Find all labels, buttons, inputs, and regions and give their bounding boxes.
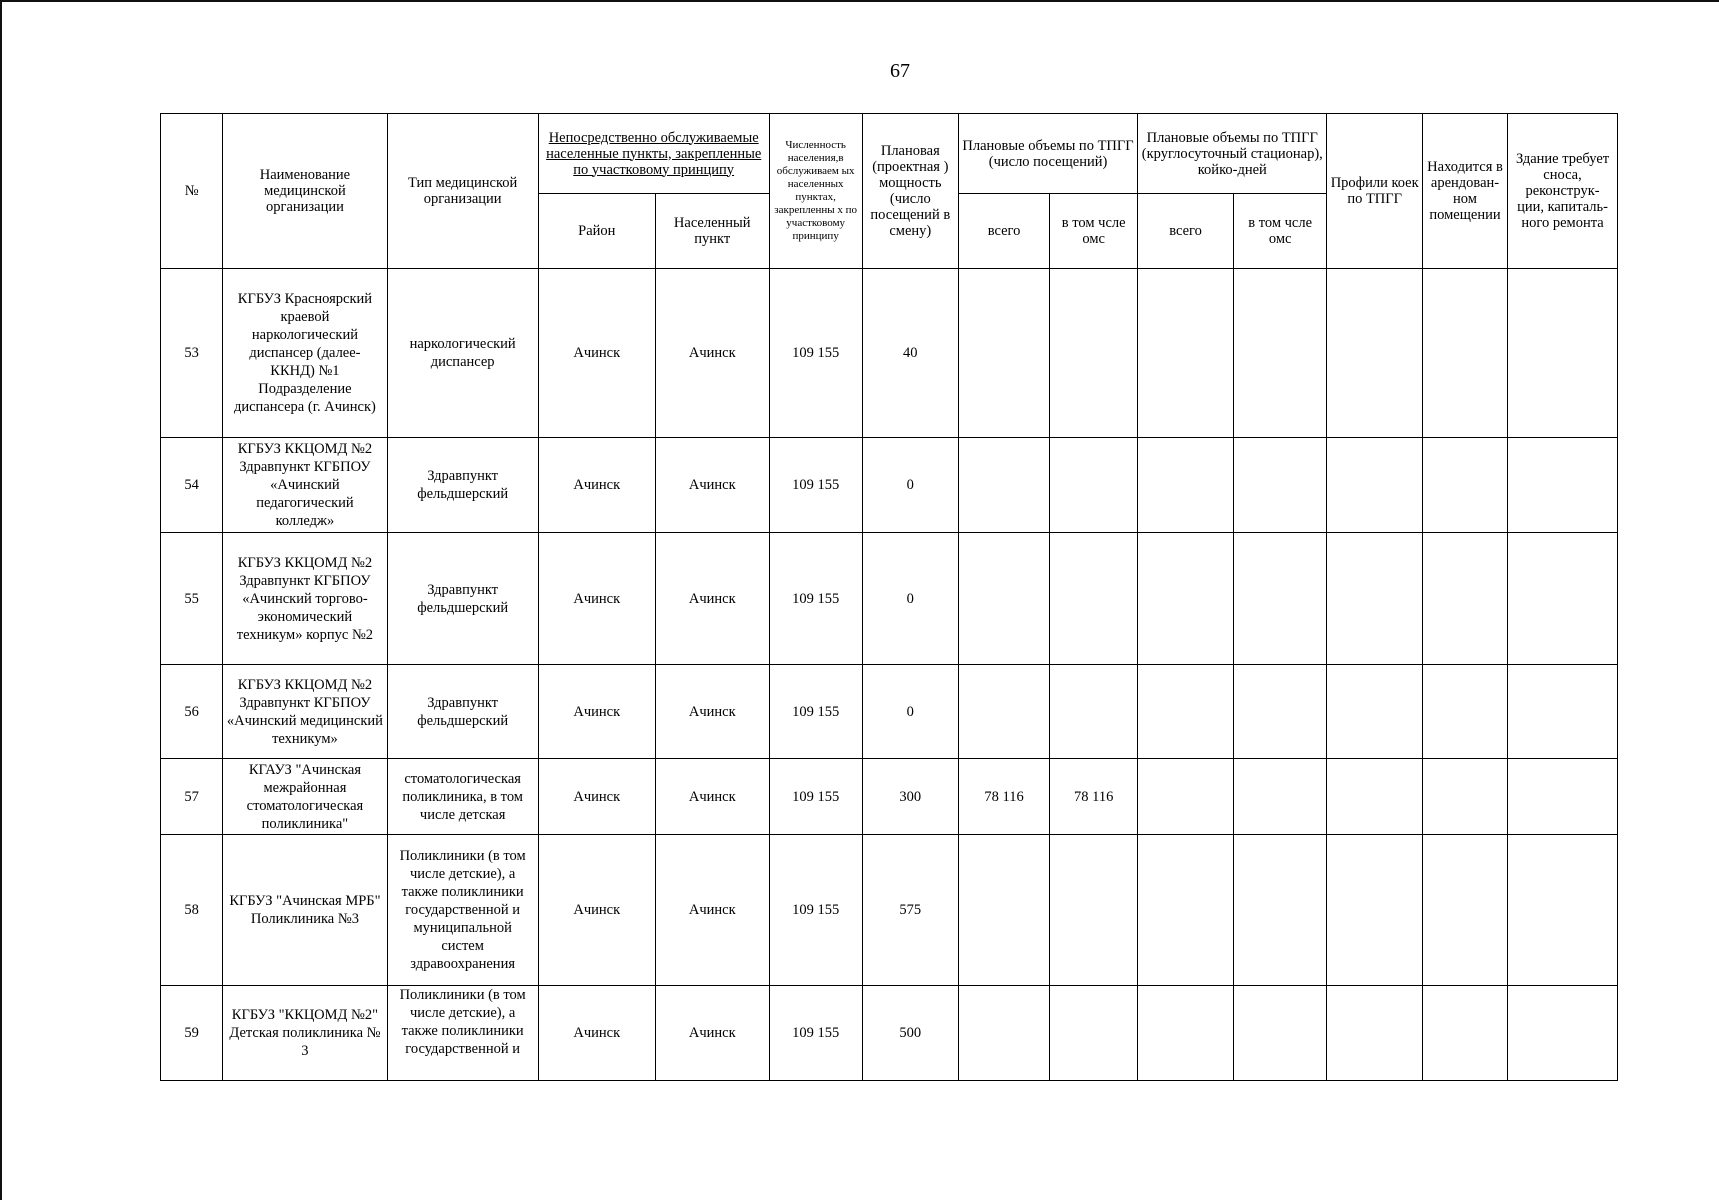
- cell-name: КГБУЗ ККЦОМД №2 Здравпункт КГБПОУ «Ачинский торгово- экономический техникум» корпус №2: [223, 533, 387, 665]
- cell-num: 57: [161, 759, 223, 835]
- cell-num: 59: [161, 986, 223, 1081]
- header-type: Тип медицинской организации: [387, 114, 538, 269]
- cell-district: Ачинск: [538, 759, 655, 835]
- cell-rented: [1422, 438, 1507, 533]
- cell-rented: [1422, 759, 1507, 835]
- cell-population: 109 155: [769, 533, 862, 665]
- header-beds-total: всего: [1138, 194, 1234, 269]
- cell-population: 109 155: [769, 986, 862, 1081]
- cell-district: Ачинск: [538, 835, 655, 986]
- table-row: [161, 438, 1719, 533]
- cell-population: 109 155: [769, 665, 862, 759]
- header-served: Непосредственно обслуживаемые населенные пункты, закрепленные по участковому принципу: [538, 114, 769, 194]
- cell-type: Поликлиники (в том числе детские), а также поликлиники государственной и: [387, 986, 538, 1081]
- table-row: [161, 835, 1719, 986]
- cell-num: 55: [161, 533, 223, 665]
- cell-capacity: 0: [862, 533, 958, 665]
- table-row: [161, 665, 1719, 759]
- cell-profiles: [1327, 438, 1423, 533]
- cell-settlement: Ачинск: [655, 269, 769, 438]
- header-capacity: Плановая (проектная ) мощность (число посещений в смену): [862, 114, 958, 269]
- cell-beds-total: [1138, 269, 1234, 438]
- cell-visits-oms: [1050, 986, 1138, 1081]
- cell-type: Здравпункт фельдшерский: [387, 533, 538, 665]
- table-body: [161, 269, 1719, 1081]
- table-row: [161, 269, 1719, 438]
- cell-name: КГБУЗ "Ачинская МРБ" Поликлиника №3: [223, 835, 387, 986]
- cell-beds-total: [1138, 986, 1234, 1081]
- page-edge-left: [0, 0, 2, 1200]
- cell-name: КГБУЗ Красноярский краевой наркологический диспансер (далее- ККНД) №1 Подразделение диспансера (г. Ачинск): [223, 269, 387, 438]
- cell-beds-total: [1138, 533, 1234, 665]
- cell-type: наркологический диспансер: [387, 269, 538, 438]
- cell-rented: [1422, 665, 1507, 759]
- cell-district: Ачинск: [538, 438, 655, 533]
- cell-beds-oms: [1233, 986, 1326, 1081]
- cell-num: 56: [161, 665, 223, 759]
- cell-num: 58: [161, 835, 223, 986]
- cell-profiles: [1327, 269, 1423, 438]
- cell-capacity: 300: [862, 759, 958, 835]
- cell-beds-total: [1138, 665, 1234, 759]
- table-row: [161, 759, 1719, 835]
- cell-population: 109 155: [769, 835, 862, 986]
- cell-profiles: [1327, 665, 1423, 759]
- cell-beds-oms: [1233, 438, 1326, 533]
- cell-district: Ачинск: [538, 269, 655, 438]
- cell-name: КГБУЗ "ККЦОМД №2" Детская поликлиника № 3: [223, 986, 387, 1081]
- cell-name: КГБУЗ ККЦОМД №2 Здравпункт КГБПОУ «Ачинский медицинский техникум»: [223, 665, 387, 759]
- cell-beds-oms: [1233, 533, 1326, 665]
- cell-district: Ачинск: [538, 665, 655, 759]
- cell-district: Ачинск: [538, 986, 655, 1081]
- header-district: Район: [538, 194, 655, 269]
- cell-type: Здравпункт фельдшерский: [387, 665, 538, 759]
- cell-demolition: [1508, 665, 1618, 759]
- table-header: [161, 114, 1719, 269]
- header-profiles: Профили коек по ТПГГ: [1327, 114, 1423, 269]
- header-demolition: Здание требует сноса, реконструк- ции, капиталь- ного ремонта: [1508, 114, 1618, 269]
- cell-settlement: Ачинск: [655, 533, 769, 665]
- facilities-table: [160, 113, 1719, 1081]
- cell-demolition: [1508, 986, 1618, 1081]
- cell-profiles: [1327, 986, 1423, 1081]
- cell-demolition: [1508, 269, 1618, 438]
- cell-beds-total: [1138, 835, 1234, 986]
- cell-profiles: [1327, 835, 1423, 986]
- cell-demolition: [1508, 759, 1618, 835]
- header-population: Численность населения,в обслуживаем ых населенных пунктах, закрепленны х по участковому принципу: [769, 114, 862, 269]
- table-row: [161, 986, 1719, 1081]
- cell-demolition: [1508, 835, 1618, 986]
- cell-rented: [1422, 269, 1507, 438]
- cell-beds-total: [1138, 759, 1234, 835]
- cell-visits-total: 78 116: [958, 759, 1049, 835]
- cell-name: КГАУЗ "Ачинская межрайонная стоматологическая поликлиника": [223, 759, 387, 835]
- cell-capacity: 500: [862, 986, 958, 1081]
- cell-visits-total: [958, 835, 1049, 986]
- header-num: №: [161, 114, 223, 269]
- header-beds-oms: в том чсле омс: [1233, 194, 1326, 269]
- cell-profiles: [1327, 533, 1423, 665]
- cell-capacity: 0: [862, 438, 958, 533]
- cell-type: Поликлиники (в том числе детские), а также поликлиники государственной и муниципальной систем здравоохранения: [387, 835, 538, 986]
- cell-visits-total: [958, 269, 1049, 438]
- cell-num: 53: [161, 269, 223, 438]
- page-number: 67: [890, 60, 910, 82]
- cell-rented: [1422, 835, 1507, 986]
- cell-settlement: Ачинск: [655, 835, 769, 986]
- header-name: Наименование медицинской организации: [223, 114, 387, 269]
- cell-visits-total: [958, 533, 1049, 665]
- cell-type: Здравпункт фельдшерский: [387, 438, 538, 533]
- cell-rented: [1422, 986, 1507, 1081]
- cell-visits-oms: 78 116: [1050, 759, 1138, 835]
- cell-beds-total: [1138, 438, 1234, 533]
- cell-rented: [1422, 533, 1507, 665]
- page-edge-top: [0, 0, 1719, 2]
- cell-visits-oms: [1050, 665, 1138, 759]
- cell-visits-total: [958, 438, 1049, 533]
- cell-capacity: 575: [862, 835, 958, 986]
- cell-profiles: [1327, 759, 1423, 835]
- cell-capacity: 0: [862, 665, 958, 759]
- cell-name: КГБУЗ ККЦОМД №2 Здравпункт КГБПОУ «Ачинский педагогический колледж»: [223, 438, 387, 533]
- cell-beds-oms: [1233, 835, 1326, 986]
- cell-beds-oms: [1233, 665, 1326, 759]
- cell-visits-total: [958, 665, 1049, 759]
- cell-population: 109 155: [769, 759, 862, 835]
- cell-settlement: Ачинск: [655, 986, 769, 1081]
- cell-beds-oms: [1233, 759, 1326, 835]
- cell-type: стоматологическая поликлиника, в том числе детская: [387, 759, 538, 835]
- header-rented: Находится в арендован- ном помещении: [1422, 114, 1507, 269]
- cell-visits-oms: [1050, 438, 1138, 533]
- cell-population: 109 155: [769, 438, 862, 533]
- cell-settlement: Ачинск: [655, 759, 769, 835]
- header-visits: Плановые объемы по ТПГГ (число посещений): [958, 114, 1137, 194]
- cell-visits-oms: [1050, 269, 1138, 438]
- header-settlement: Населенный пункт: [655, 194, 769, 269]
- cell-visits-oms: [1050, 533, 1138, 665]
- cell-settlement: Ачинск: [655, 665, 769, 759]
- header-visits-total: всего: [958, 194, 1049, 269]
- cell-district: Ачинск: [538, 533, 655, 665]
- cell-population: 109 155: [769, 269, 862, 438]
- cell-demolition: [1508, 533, 1618, 665]
- header-visits-oms: в том чсле омс: [1050, 194, 1138, 269]
- cell-visits-oms: [1050, 835, 1138, 986]
- cell-settlement: Ачинск: [655, 438, 769, 533]
- table-row: [161, 533, 1719, 665]
- header-beds: Плановые объемы по ТПГГ (круглосуточный стационар), койко-дней: [1138, 114, 1327, 194]
- cell-num: 54: [161, 438, 223, 533]
- cell-visits-total: [958, 986, 1049, 1081]
- cell-capacity: 40: [862, 269, 958, 438]
- cell-beds-oms: [1233, 269, 1326, 438]
- cell-demolition: [1508, 438, 1618, 533]
